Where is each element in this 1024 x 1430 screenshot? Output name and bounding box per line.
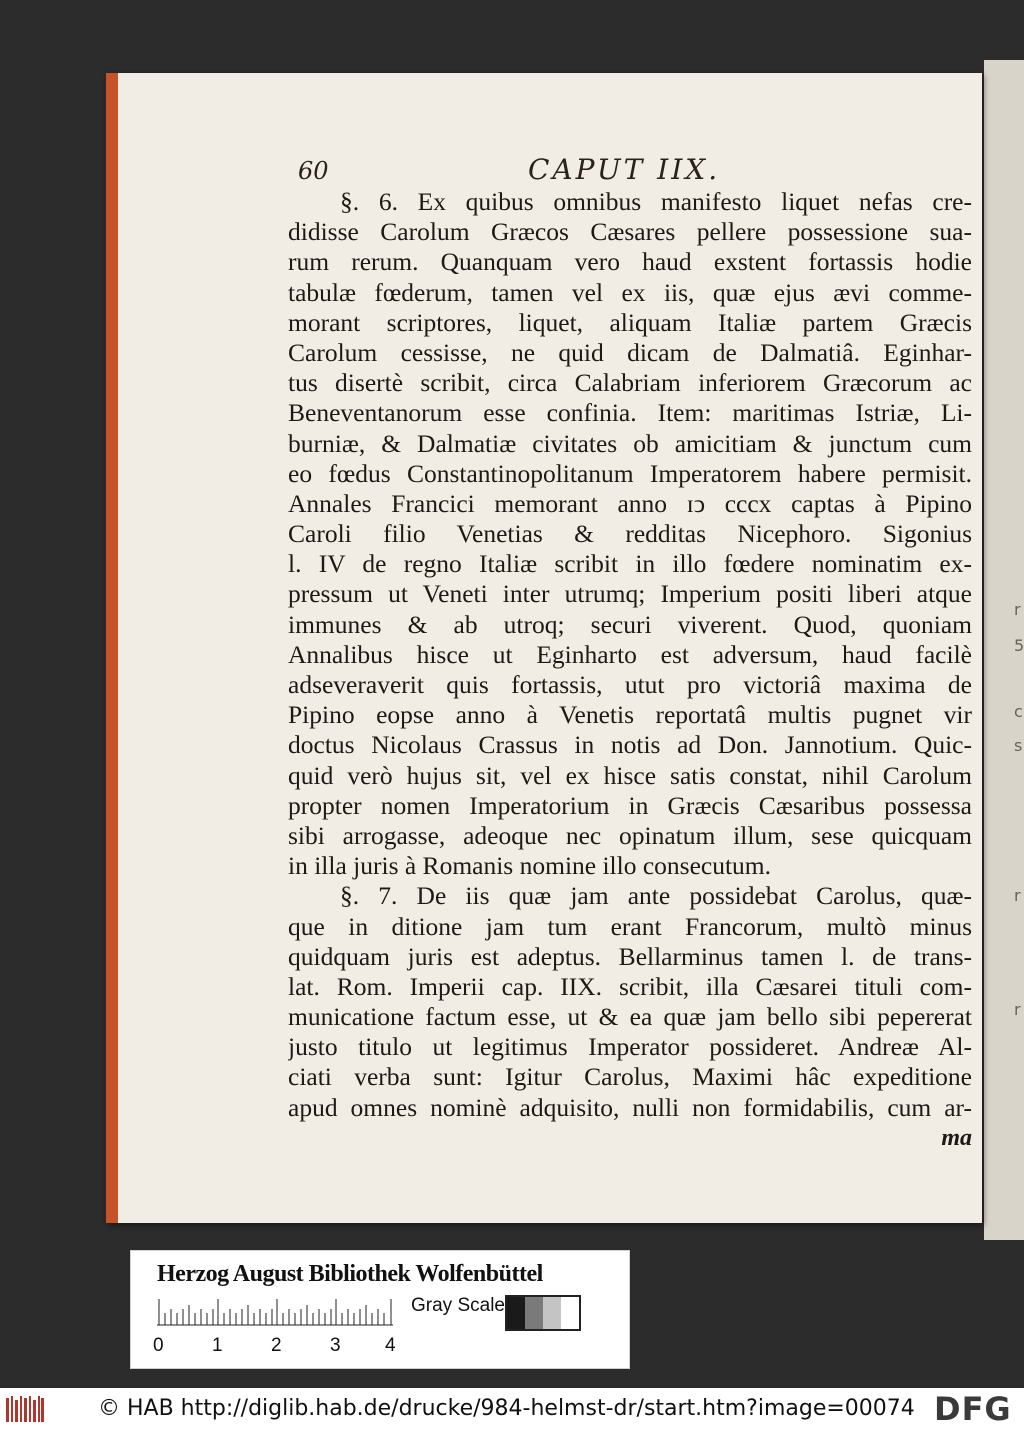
text-line: quidquam juris est adeptus. Bellarminus tamen l. de trans-: [288, 941, 972, 971]
chapter-title: CAPUT IIX.: [528, 153, 721, 186]
text-body: [288, 187, 972, 1123]
text-line: burniæ, & Dalmatiæ civitates ob amicitiam & junctum cum: [288, 428, 972, 458]
gray-swatch: [543, 1297, 561, 1329]
viewer-footer: [0, 1388, 1024, 1430]
book-page: [106, 73, 982, 1223]
text-line: §. 7. De iis quæ jam ante possidebat Carolus, quæ-: [340, 881, 972, 911]
source-url[interactable]: © HAB http://diglib.hab.de/drucke/984-helmst-dr/start.htm?image=00074: [98, 1396, 915, 1421]
text-line: §. 6. Ex quibus omnibus manifesto liquet nefas cre-: [340, 187, 972, 216]
text-line: propter nomen Imperatorium in Græcis Cæsaribus possessa: [288, 790, 972, 820]
ruler-label: 2: [271, 1335, 282, 1356]
gray-swatch: [561, 1297, 579, 1329]
grayscale-swatches: [505, 1295, 581, 1331]
text-line: pressum ut Veneti inter utrumq; Imperium positi liberi atque: [288, 579, 972, 609]
color-calibration-bar: [130, 1250, 630, 1369]
text-line: l. IV de regno Italiæ scribit in illo fœdere nominatim ex-: [288, 549, 972, 579]
text-line: tus disertè scribit, circa Calabriam inferiorem Græcorum ac: [288, 368, 972, 398]
library-name: Herzog August Bibliothek Wolfenbüttel: [157, 1261, 543, 1287]
text-line: adseveraverit quis fortassis, utut pro victoriâ maxima de: [288, 670, 972, 699]
ruler-label: 4: [385, 1335, 396, 1356]
text-line: Pipino eopse anno à Venetis reportatâ multis pugnet vir: [288, 700, 972, 730]
ruler-label: 0: [153, 1335, 164, 1356]
text-line: sibi arrogasse, adeoque nec opinatum illum, sese quicquam: [288, 820, 972, 850]
text-line: Beneventanorum esse confinia. Item: maritimas Istriæ, Li-: [288, 398, 972, 428]
text-line: immunes & ab utroq; securi viverent. Quod, quoniam: [288, 609, 972, 639]
edge-glyph: s: [1014, 736, 1023, 755]
catchword: ma: [941, 1124, 972, 1151]
text-line: quid verò hujus sit, vel ex hisce satis constat, nihil Carolum: [288, 760, 972, 790]
ruler-label: 3: [330, 1335, 341, 1356]
edge-glyph: 5: [1014, 636, 1024, 655]
text-line: lat. Rom. Imperii cap. IIX. scribit, illa Cæsarei tituli com-: [288, 971, 972, 1001]
text-line: Annales Francici memorant anno ɪↄ cccx captas à Pipino: [288, 488, 972, 518]
page-content: [288, 153, 972, 1152]
text-line: tabulæ fœderum, tamen vel ex iis, quæ ejus ævi comme-: [288, 277, 972, 307]
dfg-logo: DFG: [934, 1390, 1012, 1428]
running-head: [288, 153, 972, 187]
text-line: Caroli filio Venetias & redditas Nicephoro. Sigonius: [288, 519, 972, 549]
edge-glyph: r: [1014, 886, 1021, 905]
ruler-label: 1: [212, 1335, 223, 1356]
edge-glyph: c: [1014, 702, 1023, 721]
next-page-edge: [984, 60, 1024, 1240]
text-line: rum rerum. Quanquam vero haud exstent fortassis hodie: [288, 247, 972, 277]
text-line: ciati verba sunt: Igitur Carolus, Maximi hâc expeditione: [288, 1062, 972, 1092]
text-line: Carolum cessisse, ne quid dicam de Dalmatiâ. Eginhar-: [288, 337, 972, 367]
text-line: Annalibus hisce ut Eginharto est adversum, haud facilè: [288, 639, 972, 669]
text-line: didisse Carolum Græcos Cæsares pellere possessione sua-: [288, 217, 972, 247]
text-line: doctus Nicolaus Crassus in notis ad Don. Jannotium. Quic-: [288, 730, 972, 760]
page-number: 60: [298, 157, 329, 185]
gray-swatch: [525, 1297, 543, 1329]
text-line: eo fœdus Constantinopolitanum Imperatorem habere permisit.: [288, 458, 972, 488]
text-line: que in ditione jam tum erant Francorum, multò minus: [288, 911, 972, 941]
text-line: apud omnes nominè adquisito, nulli non formidabilis, cum ar-: [288, 1092, 972, 1122]
gray-swatch: [507, 1297, 525, 1329]
ruler-scale: [157, 1295, 393, 1339]
edge-glyph: r: [1014, 600, 1021, 619]
text-line: in illa juris à Romanis nomine illo consecutum.: [288, 851, 772, 881]
hab-barcode-logo-icon: [6, 1394, 44, 1424]
edge-glyph: r: [1014, 1000, 1021, 1019]
text-line: justo titulo ut legitimus Imperator possideret. Andreæ Al-: [288, 1032, 972, 1062]
grayscale-label: Gray Scale: [411, 1295, 505, 1316]
text-line: morant scriptores, liquet, aliquam Italiæ partem Græcis: [288, 307, 972, 337]
text-line: municatione factum esse, ut & ea quæ jam bello sibi pepererat: [288, 1002, 972, 1032]
